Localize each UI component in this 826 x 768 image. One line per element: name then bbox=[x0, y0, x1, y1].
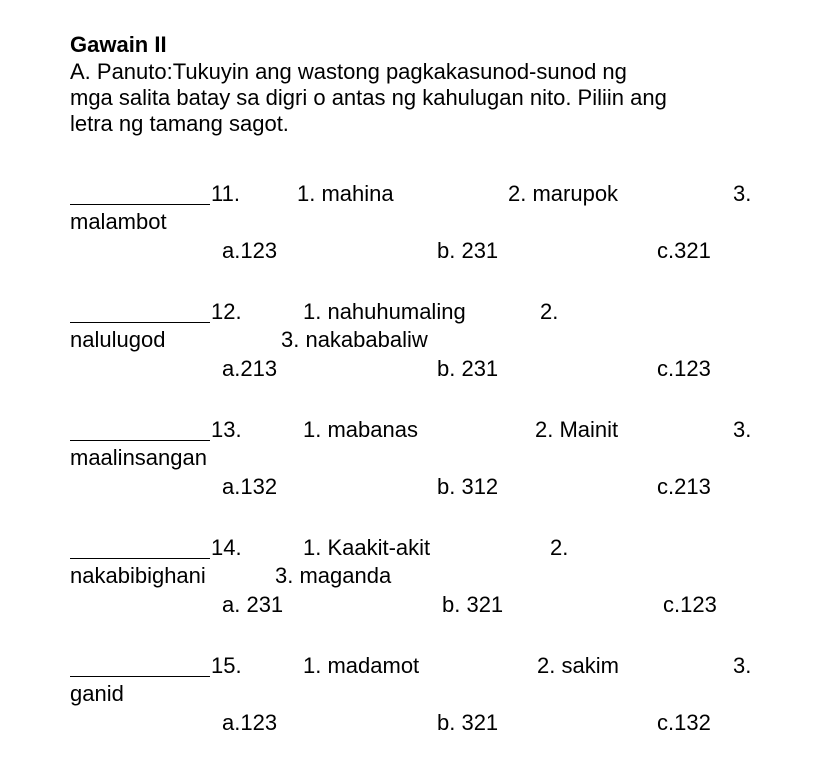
word-option-3: 3. maganda bbox=[275, 563, 392, 588]
choice-c: c.132 bbox=[657, 710, 711, 735]
word-option-1: 1. mahina bbox=[297, 181, 394, 206]
question-number: 14. bbox=[211, 535, 242, 560]
page-title: Gawain II bbox=[70, 32, 167, 57]
word-option-2-wrap: nalulugod bbox=[70, 327, 166, 352]
word-option-1: 1. nahuhumaling bbox=[303, 299, 466, 324]
choice-b: b. 231 bbox=[437, 356, 499, 381]
word-option-1: 1. Kaakit-akit bbox=[303, 535, 431, 560]
question-number: 13. bbox=[211, 417, 242, 442]
word-option-2-wrap: nakabibighani bbox=[70, 563, 206, 588]
answer-blank-13[interactable] bbox=[70, 440, 210, 441]
answer-blank-11[interactable] bbox=[70, 204, 210, 205]
choice-a: a.132 bbox=[222, 474, 278, 499]
choice-a: a.123 bbox=[222, 238, 278, 263]
choice-a: a. 231 bbox=[222, 592, 284, 617]
question-number: 15. bbox=[211, 653, 242, 678]
choice-c: c.321 bbox=[657, 238, 711, 263]
question-number: 12. bbox=[211, 299, 242, 324]
question-number: 11. bbox=[211, 181, 240, 206]
choice-b: b. 312 bbox=[437, 474, 499, 499]
word-option-3-wrap: malambot bbox=[70, 209, 167, 234]
instruction-line-3: letra ng tamang sagot. bbox=[70, 111, 289, 136]
choice-c: c.213 bbox=[657, 474, 711, 499]
choice-c: c.123 bbox=[663, 592, 717, 617]
word-option-2: 2. marupok bbox=[508, 181, 619, 206]
choice-c: c.123 bbox=[657, 356, 711, 381]
word-option-2: 2. sakim bbox=[537, 653, 619, 678]
word-option-1: 1. madamot bbox=[303, 653, 420, 678]
word-option-3: 3. bbox=[733, 653, 752, 678]
answer-blank-12[interactable] bbox=[70, 322, 210, 323]
answer-blank-15[interactable] bbox=[70, 676, 210, 677]
word-option-2: 2. bbox=[540, 299, 559, 324]
choice-a: a.213 bbox=[222, 356, 278, 381]
word-option-3: 3. bbox=[733, 417, 752, 442]
choice-b: b. 231 bbox=[437, 238, 499, 263]
word-option-2: 2. bbox=[550, 535, 569, 560]
word-option-3-wrap: ganid bbox=[70, 681, 124, 706]
word-option-1: 1. mabanas bbox=[303, 417, 418, 442]
instruction-line-2: mga salita batay sa digri o antas ng kahulugan nito. Piliin ang bbox=[70, 85, 667, 110]
word-option-3: 3. nakababaliw bbox=[281, 327, 428, 352]
choice-b: b. 321 bbox=[437, 710, 499, 735]
word-option-3-wrap: maalinsangan bbox=[70, 445, 207, 470]
word-option-3: 3. bbox=[733, 181, 752, 206]
instruction-line-1: A. Panuto:Tukuyin ang wastong pagkakasunod-sunod ng bbox=[70, 59, 627, 84]
word-option-2: 2. Mainit bbox=[535, 417, 619, 442]
choice-a: a.123 bbox=[222, 710, 278, 735]
choice-b: b. 321 bbox=[442, 592, 504, 617]
answer-blank-14[interactable] bbox=[70, 558, 210, 559]
